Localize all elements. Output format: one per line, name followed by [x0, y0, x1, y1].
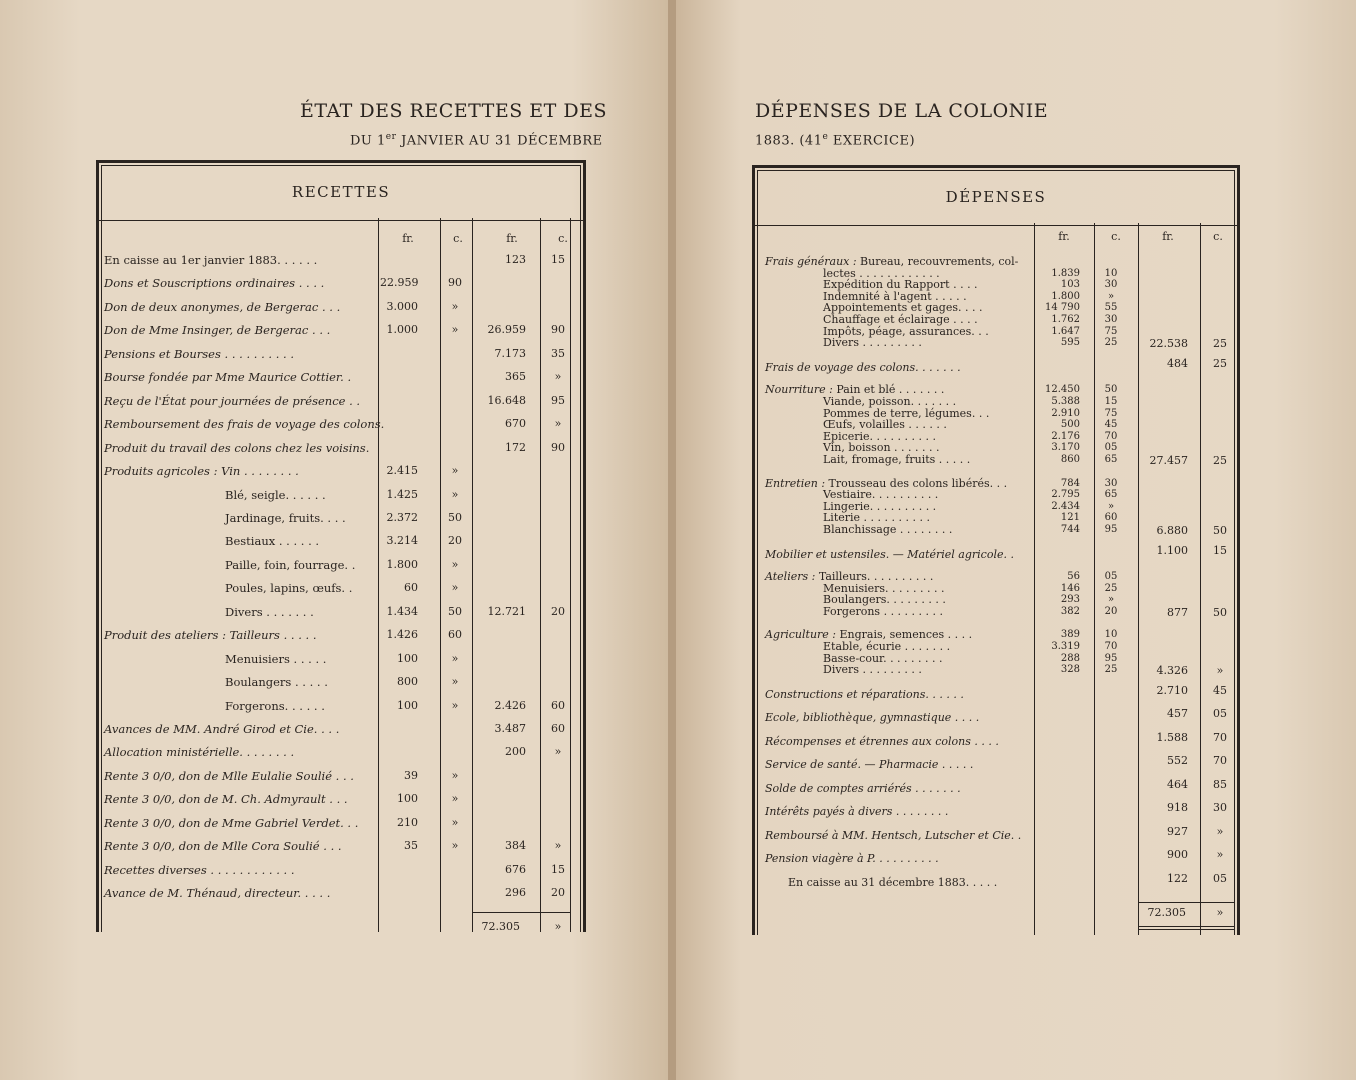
depenses-value-fr: 3.319	[1051, 641, 1080, 652]
depenses-line-label: Vestiaire. . . . . . . . . .	[823, 488, 939, 502]
depenses-value-c: »	[1107, 500, 1115, 512]
depenses-line-label: Forgerons . . . . . . . . .	[823, 604, 944, 618]
recettes-value-fr: 100	[397, 651, 418, 665]
depenses-value-fr: 121	[1060, 512, 1080, 524]
recettes-row-label: En caisse au 1er janvier 1883. . . . . .	[104, 253, 318, 267]
depenses-value-fr: 146	[1060, 582, 1080, 594]
recettes-row-label: Rente 3 0/0, don de M. Ch. Admyrault . . .	[104, 792, 348, 807]
recettes-subtotal-c: »	[554, 839, 562, 853]
recettes-subtotal-fr: 7.173	[494, 346, 526, 360]
depenses-line-label: Etable, écurie . . . . . . .	[823, 640, 951, 653]
depenses-subtotal-c: 25	[1213, 337, 1227, 351]
depenses-subtotal-fr: 2.710	[1156, 683, 1188, 697]
depenses-row-label: Pension viagère à P. . . . . . . . . .	[765, 852, 939, 866]
depenses-subtotal-fr: 22.538	[1149, 337, 1188, 351]
depenses-subtotal-c: 70	[1213, 754, 1227, 768]
recettes-value-c: »	[451, 839, 459, 853]
depenses-line-label: Blanchissage . . . . . . . .	[823, 522, 953, 536]
recettes-row-label: Remboursement des frais de voyage des colons.	[104, 417, 385, 432]
depenses-row-label: Récompenses et étrennes aux colons . . . .	[765, 734, 999, 748]
recettes-row-label: Avance de M. Thénaud, directeur. . . . .	[104, 886, 331, 901]
depenses-subtotal-c: 25	[1213, 356, 1227, 370]
right-title: DÉPENSES DE LA COLONIE	[755, 100, 1049, 122]
recettes-row-label: Don de Mme Insinger, de Bergerac . . .	[104, 323, 331, 338]
recettes-value-fr: 800	[397, 675, 418, 689]
recettes-total-c: »	[554, 920, 562, 933]
recettes-value-fr: 1.434	[386, 604, 418, 618]
recettes-subtotal-c: 15	[551, 862, 565, 876]
depenses-line-label: Vin, boisson . . . . . . .	[823, 441, 940, 455]
depenses-value-c: 95	[1104, 652, 1118, 664]
depenses-line-label	[765, 571, 933, 583]
depenses-subtotal-fr: 6.880	[1156, 523, 1188, 537]
depenses-subtotal-fr: 552	[1167, 754, 1188, 768]
recettes-subtotal-c: 90	[551, 440, 565, 454]
depenses-column-rule	[1200, 223, 1201, 935]
depenses-subtotal-fr: 1.588	[1156, 730, 1188, 744]
depenses-row-label: Remboursé à MM. Hentsch, Lutscher et Cie. .	[765, 828, 1022, 842]
depenses-total-rule	[1138, 902, 1234, 903]
depenses-row-label: Frais de voyage des colons. . . . . . .	[765, 360, 961, 374]
depenses-value-fr: 288	[1060, 652, 1080, 664]
recettes-value-fr: 100	[397, 792, 418, 806]
depenses-subtotal-c: 45	[1213, 683, 1227, 697]
recettes-row-label: Recettes diverses . . . . . . . . . . . .	[104, 862, 295, 877]
depenses-value-c: 75	[1104, 325, 1118, 337]
recettes-value-c: »	[451, 557, 459, 571]
depenses-subtotal-fr: 1.100	[1156, 543, 1188, 557]
recettes-value-fr: 210	[397, 815, 418, 829]
recettes-column-rule	[540, 218, 541, 932]
recettes-row-label: Paille, foin, fourrage. .	[225, 557, 356, 572]
recettes-value-fr: 22.959	[380, 276, 419, 290]
recettes-value-c: 50	[448, 510, 462, 524]
recettes-subtotal-fr: 123	[505, 253, 526, 266]
recettes-value-c: »	[451, 675, 459, 689]
recettes-value-fr: 39	[404, 768, 418, 782]
depenses-value-c: 95	[1104, 523, 1118, 535]
depenses-value-fr: 1.647	[1051, 325, 1080, 337]
recettes-row-label: Avances de MM. André Girod et Cie. . . .	[104, 722, 340, 736]
depenses-subtotal-fr: 918	[1167, 801, 1188, 815]
depenses-value-c: 25	[1104, 337, 1118, 349]
recettes-row-label: Divers . . . . . . .	[225, 604, 314, 619]
depenses-value-c: 45	[1104, 419, 1118, 431]
depenses-value-fr: 103	[1060, 279, 1080, 291]
recettes-value-fr: 2.415	[386, 464, 418, 478]
depenses-value-fr: 14 790	[1045, 302, 1080, 314]
depenses-group-heading: Agriculture :	[765, 628, 837, 642]
depenses-value-fr: 1.839	[1051, 267, 1080, 279]
depenses-total-double-rule	[1138, 929, 1234, 930]
depenses-value-fr: 382	[1060, 605, 1080, 617]
depenses-row-label: Ecole, bibliothèque, gymnastique . . . .	[765, 711, 980, 725]
depenses-line-label: Boulangers. . . . . . . . .	[823, 593, 946, 607]
depenses-line-label	[765, 256, 1018, 268]
recettes-heading: RECETTES	[99, 163, 583, 221]
depenses-value-fr: 5.388	[1051, 395, 1080, 407]
depenses-value-c: »	[1107, 594, 1115, 606]
depenses-line-label: Divers . . . . . . . . .	[823, 336, 922, 350]
depenses-value-c: 05	[1104, 442, 1118, 454]
depenses-value-fr: 500	[1060, 419, 1080, 431]
depenses-group-heading: Frais généraux :	[765, 255, 857, 268]
recettes-value-c: »	[451, 815, 459, 829]
recettes-row-label: Bourse fondée par Mme Maurice Cottier. .	[104, 370, 352, 385]
depenses-value-fr: 389	[1060, 629, 1080, 641]
recettes-row-label: Boulangers . . . . .	[225, 675, 328, 690]
recettes-subtotal-fr: 384	[505, 839, 526, 853]
recettes-value-c: 90	[448, 276, 462, 290]
recettes-value-c: »	[451, 299, 459, 313]
recettes-value-fr: 35	[404, 839, 418, 853]
depenses-subtotal-c: 85	[1213, 777, 1227, 791]
depenses-value-fr: 3.170	[1051, 442, 1080, 454]
depenses-line-label: Impôts, péage, assurances. . .	[823, 324, 989, 338]
depenses-column-header: c.	[1111, 230, 1121, 243]
recettes-subtotal-c: 15	[551, 253, 565, 266]
depenses-column-rule	[1234, 223, 1235, 935]
recettes-value-c: 60	[448, 628, 462, 642]
depenses-value-fr: 784	[1060, 477, 1080, 489]
depenses-subtotal-fr: 484	[1167, 356, 1188, 370]
depenses-value-c: 10	[1104, 267, 1118, 279]
depenses-line-text: Trousseau des colons libérés. . .	[825, 476, 1008, 490]
recettes-row-label: Produit des ateliers : Tailleurs . . . . .	[104, 628, 317, 643]
depenses-group-heading: Entretien :	[765, 476, 826, 490]
depenses-value-c: »	[1107, 290, 1115, 302]
depenses-value-c: 55	[1104, 302, 1118, 314]
recettes-value-fr: 100	[397, 698, 418, 712]
recettes-subtotal-c: 60	[551, 722, 565, 735]
recettes-value-fr: 3.214	[386, 534, 418, 548]
depenses-line-label: Viande, poisson. . . . . . .	[823, 394, 957, 408]
depenses-value-c: 70	[1104, 641, 1118, 652]
depenses-line-label: Epicerie. . . . . . . . . .	[823, 429, 936, 443]
recettes-value-c: »	[451, 464, 459, 478]
depenses-value-c: 20	[1104, 605, 1118, 617]
depenses-value-fr: 1.800	[1051, 290, 1080, 302]
recettes-column-rule	[472, 218, 473, 932]
recettes-total-fr: 72.305	[481, 920, 520, 933]
depenses-row-label: Solde de comptes arriérés . . . . . . .	[765, 781, 961, 795]
book-gutter	[668, 0, 676, 1080]
depenses-value-c: 25	[1104, 582, 1118, 594]
depenses-value-c: 50	[1104, 384, 1118, 396]
recettes-row-label: Reçu de l'État pour journées de présence . .	[104, 393, 361, 408]
depenses-row-label: Intérêts payés à divers . . . . . . . .	[765, 805, 949, 819]
depenses-value-fr: 2.176	[1051, 430, 1080, 442]
recettes-row-label: Menuisiers . . . . .	[225, 651, 327, 666]
recettes-total-rule	[472, 912, 570, 913]
recettes-row-label: Dons et Souscriptions ordinaires . . . .	[104, 276, 325, 291]
depenses-subtotal-fr: 877	[1167, 605, 1188, 619]
depenses-column-header: fr.	[1058, 230, 1070, 243]
recettes-column-header: fr.	[506, 232, 518, 245]
left-title: ÉTAT DES RECETTES ET DES	[300, 100, 607, 122]
recettes-row-label: Don de deux anonymes, de Bergerac . . .	[104, 299, 341, 314]
depenses-subtotal-fr: 900	[1167, 848, 1188, 862]
depenses-subtotal-c: »	[1216, 824, 1224, 838]
recettes-value-fr: 1.000	[386, 323, 418, 337]
recettes-value-c: »	[451, 792, 459, 806]
recettes-subtotal-c: »	[554, 745, 562, 759]
depenses-line-label: Œufs, volailles . . . . . .	[823, 418, 947, 432]
depenses-line-label: Indemnité à l'agent . . . . .	[823, 289, 967, 303]
recettes-subtotal-fr: 296	[505, 886, 526, 900]
depenses-line-label: Expédition du Rapport . . . .	[823, 278, 978, 292]
recettes-subtotal-fr: 670	[505, 417, 526, 431]
depenses-subtotal-c: 25	[1213, 453, 1227, 467]
depenses-column-header: fr.	[1162, 230, 1174, 243]
depenses-subtotal-c: 50	[1213, 523, 1227, 537]
recettes-row-label: Rente 3 0/0, don de Mlle Cora Soulié . . .	[104, 839, 342, 854]
right-subtitle: 1883. (41e EXERCICE)	[755, 132, 916, 149]
recettes-subtotal-c: 20	[551, 886, 565, 900]
depenses-value-fr: 1.762	[1051, 314, 1080, 325]
recettes-subtotal-c: 60	[551, 698, 565, 712]
recettes-value-fr: 1.425	[386, 487, 418, 501]
depenses-value-fr: 328	[1060, 664, 1080, 676]
depenses-value-c: 65	[1104, 489, 1118, 501]
depenses-total-c: »	[1216, 906, 1224, 919]
depenses-subtotal-fr: 27.457	[1149, 453, 1188, 467]
recettes-subtotal-fr: 12.721	[487, 604, 526, 618]
depenses-value-fr: 2.434	[1051, 500, 1080, 512]
recettes-row-label: Poules, lapins, œufs. .	[225, 581, 353, 596]
recettes-row-label: Blé, seigle. . . . . .	[225, 487, 326, 502]
recettes-column-header: c.	[453, 232, 463, 245]
depenses-line-label: Basse-cour. . . . . . . . .	[823, 651, 943, 665]
depenses-value-fr: 2.910	[1051, 407, 1080, 419]
recettes-row-label: Pensions et Bourses . . . . . . . . . .	[104, 346, 294, 361]
depenses-subtotal-fr: 464	[1167, 777, 1188, 791]
recettes-value-fr: 60	[404, 581, 418, 595]
depenses-line-label: lectes . . . . . . . . . . . .	[823, 266, 940, 280]
recettes-row-label: Jardinage, fruits. . . .	[225, 510, 346, 525]
depenses-row-label: Constructions et réparations. . . . . .	[765, 687, 964, 701]
depenses-line-label: Chauffage et éclairage . . . .	[823, 313, 978, 326]
depenses-value-fr: 744	[1060, 523, 1080, 535]
depenses-total-fr: 72.305	[1147, 906, 1186, 919]
depenses-row-label: Service de santé. — Pharmacie . . . . .	[765, 758, 974, 772]
recettes-row-label: Produits agricoles : Vin . . . . . . . .	[104, 464, 299, 479]
recettes-value-c: »	[451, 581, 459, 595]
recettes-value-fr: 1.800	[386, 557, 418, 571]
depenses-line-label: Lait, fromage, fruits . . . . .	[823, 452, 971, 466]
recettes-value-c: »	[451, 323, 459, 337]
recettes-subtotal-fr: 676	[505, 862, 526, 876]
depenses-value-fr: 293	[1060, 594, 1080, 606]
depenses-line-label: Divers . . . . . . . . .	[823, 663, 922, 677]
depenses-row-label: En caisse au 31 décembre 1883. . . . .	[788, 875, 998, 889]
depenses-subtotal-c: 05	[1213, 707, 1227, 721]
recettes-value-c: 20	[448, 534, 462, 548]
recettes-subtotal-c: 35	[551, 346, 565, 360]
recettes-subtotal-c: »	[554, 417, 562, 431]
depenses-value-fr: 595	[1060, 337, 1080, 349]
recettes-subtotal-fr: 3.487	[494, 722, 526, 735]
depenses-line-text: Tailleurs. . . . . . . . . .	[815, 570, 934, 583]
recettes-row-label: Produit du travail des colons chez les voisins.	[104, 440, 370, 455]
depenses-value-c: 70	[1104, 430, 1118, 442]
depenses-value-c: 30	[1104, 477, 1118, 489]
recettes-value-c: 50	[448, 604, 462, 618]
depenses-group-heading: Ateliers :	[765, 570, 816, 583]
depenses-row-label: Mobilier et ustensiles. — Matériel agricole. .	[765, 547, 1014, 561]
recettes-value-fr: 1.426	[386, 628, 418, 642]
depenses-value-c: 30	[1104, 279, 1118, 291]
depenses-column-rule	[1094, 223, 1095, 935]
recettes-row-label: Rente 3 0/0, don de Mlle Eulalie Soulié . . .	[104, 768, 354, 783]
depenses-group-heading: Nourriture :	[765, 383, 833, 397]
depenses-value-c: 25	[1104, 664, 1118, 676]
recettes-subtotal-fr: 26.959	[487, 323, 526, 337]
depenses-value-c: 60	[1104, 512, 1118, 524]
depenses-line-text: Engrais, semences . . . .	[836, 628, 973, 642]
depenses-value-fr: 2.795	[1051, 489, 1080, 501]
recettes-subtotal-fr: 16.648	[487, 393, 526, 407]
depenses-line-label: Lingerie. . . . . . . . . .	[823, 499, 937, 513]
depenses-subtotal-c: 70	[1213, 730, 1227, 744]
depenses-value-c: 75	[1104, 407, 1118, 419]
recettes-value-c: »	[451, 698, 459, 712]
depenses-value-c: 05	[1104, 571, 1118, 582]
depenses-line-label: Menuisiers. . . . . . . . .	[823, 581, 945, 595]
left-subtitle: DU 1er JANVIER AU 31 DÉCEMBRE	[350, 132, 603, 149]
depenses-line-text: Pain et blé . . . . . . .	[832, 383, 945, 397]
recettes-value-fr: 2.372	[386, 510, 418, 524]
depenses-value-fr: 56	[1067, 571, 1080, 582]
recettes-subtotal-fr: 172	[505, 440, 526, 454]
depenses-line-label: Appointements et gages. . . .	[823, 301, 983, 315]
recettes-row-label: Rente 3 0/0, don de Mme Gabriel Verdet. . .	[104, 815, 359, 830]
recettes-value-c: »	[451, 768, 459, 782]
depenses-subtotal-c: »	[1216, 848, 1224, 862]
depenses-column-rule	[1034, 223, 1035, 935]
depenses-line-text: Bureau, recouvrements, col-	[856, 255, 1019, 268]
recettes-value-fr: 3.000	[386, 299, 418, 313]
recettes-row-label: Forgerons. . . . . .	[225, 698, 325, 713]
depenses-subtotal-fr: 122	[1167, 871, 1188, 885]
recettes-subtotal-c: 20	[551, 604, 565, 618]
depenses-column-rule	[1138, 223, 1139, 935]
recettes-value-c: »	[451, 651, 459, 665]
depenses-subtotal-fr: 4.326	[1156, 664, 1188, 678]
recettes-column-header: fr.	[402, 232, 414, 245]
depenses-value-fr: 12.450	[1045, 384, 1080, 396]
depenses-total-double-rule	[1138, 926, 1234, 927]
depenses-value-c: 10	[1104, 629, 1118, 641]
recettes-column-rule	[378, 218, 379, 932]
depenses-value-fr: 860	[1060, 453, 1080, 465]
depenses-subtotal-c: 50	[1213, 605, 1227, 619]
depenses-subtotal-fr: 457	[1167, 707, 1188, 721]
depenses-subtotal-c: »	[1216, 664, 1224, 678]
depenses-subtotal-fr: 927	[1167, 824, 1188, 838]
recettes-row-label: Allocation ministérielle. . . . . . . .	[104, 745, 295, 760]
recettes-subtotal-fr: 200	[505, 745, 526, 759]
depenses-heading: DÉPENSES	[755, 168, 1237, 226]
recettes-column-header: c.	[558, 232, 568, 245]
depenses-value-c: 15	[1104, 395, 1118, 407]
depenses-subtotal-c: 15	[1213, 543, 1227, 557]
recettes-subtotal-fr: 365	[505, 370, 526, 384]
depenses-line-label: Pommes de terre, légumes. . .	[823, 406, 990, 420]
recettes-value-c: »	[451, 487, 459, 501]
recettes-subtotal-fr: 2.426	[494, 698, 526, 712]
depenses-subtotal-c: 30	[1213, 801, 1227, 815]
depenses-column-header: c.	[1213, 230, 1223, 243]
recettes-subtotal-c: 95	[551, 393, 565, 407]
depenses-line-label: Literie . . . . . . . . . .	[823, 511, 930, 525]
depenses-value-c: 65	[1104, 453, 1118, 465]
recettes-subtotal-c: 90	[551, 323, 565, 337]
depenses-subtotal-c: 05	[1213, 871, 1227, 885]
depenses-value-c: 30	[1104, 314, 1118, 325]
recettes-row-label: Bestiaux . . . . . .	[225, 534, 320, 549]
recettes-subtotal-c: »	[554, 370, 562, 384]
